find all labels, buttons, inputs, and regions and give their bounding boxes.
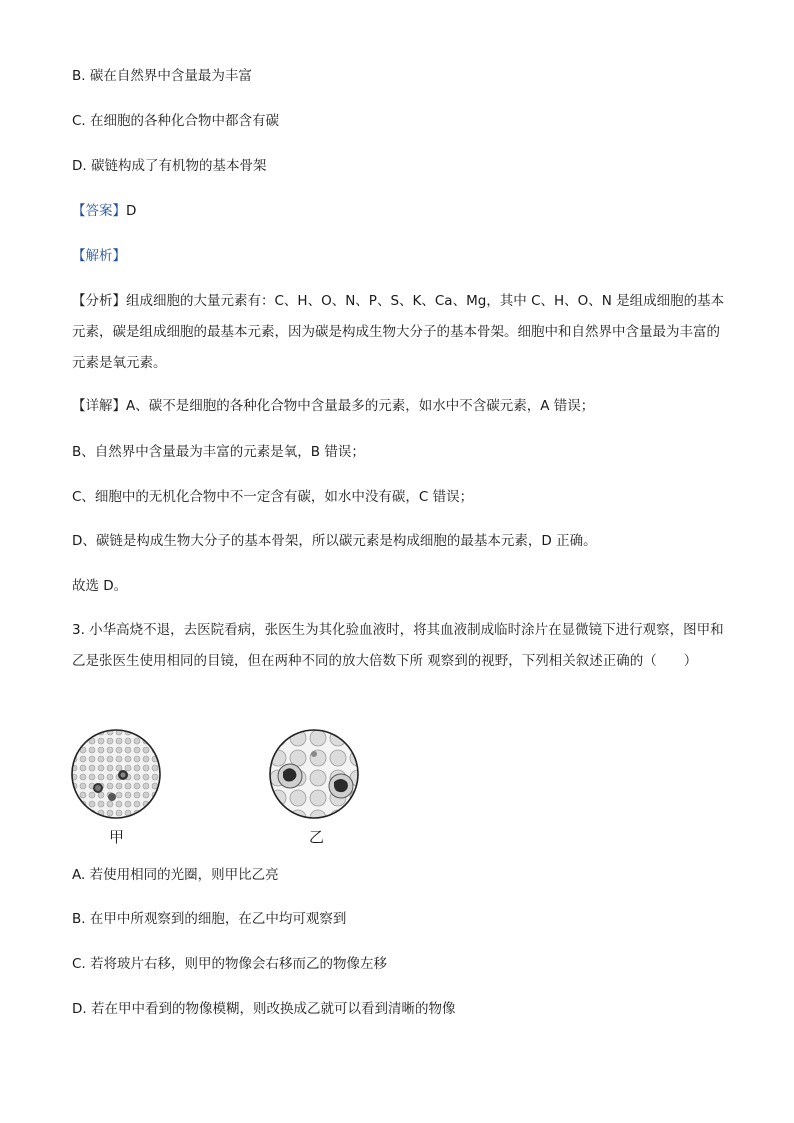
microscope-field-jia [70,728,162,820]
xiangjie-tag: 【详解】 [72,398,126,414]
figure-yi-label: 乙 [309,828,325,846]
xiangjie-d: D、碳链是构成生物大分子的基本骨架，所以碳元素是构成细胞的最基本元素，D 正确。 [72,533,597,549]
option-b-q2: B. 碳在自然界中含量最为丰富 [72,68,252,84]
answer-line [72,201,136,221]
option-b-q3: B. 在甲中所观察到的细胞，在乙中均可观察到 [72,911,347,927]
analysis-tag: 【解析】 [72,248,126,264]
answer-value: D [126,203,137,219]
microscope-field-yi [268,728,360,820]
option-c-q2: C. 在细胞的各种化合物中都含有碳 [72,113,280,129]
microscope-field-yi-drawing [268,728,360,820]
answer-tag: 【答案】 [72,203,126,219]
option-d-q2: D. 碳链构成了有机物的基本骨架 [72,158,267,174]
option-c-q3: C. 若将玻片右移，则甲的物像会右移而乙的物像左移 [72,956,388,972]
xiangjie-line-a [72,396,594,416]
fenxi-tag: 【分析】 [72,293,126,309]
xiangjie-c: C、细胞中的无机化合物中不一定含有碳，如水中没有碳，C 错误； [72,489,474,505]
fenxi-paragraph [72,286,732,379]
xiangjie-b: B、自然界中含量最为丰富的元素是氧，B 错误； [72,444,365,460]
conclusion: 故选 D。 [72,578,128,594]
microscope-field-jia-drawing [70,728,162,820]
xiangjie-a: A、碳不是细胞的各种化合物中含量最多的元素，如水中不含碳元素，A 错误； [126,398,595,414]
question-3-stem: 3. 小华高烧不退，去医院看病，张医生为其化验血液时，将其血液制成临时涂片在显微镜下进行观察，图甲和乙是张医生使用相同的目镜，但在两种不同的放大倍数下所 观察到的视野，下列相关叙述正确的（ ） [72,622,724,669]
fenxi-text: 组成细胞的大量元素有：C、H、O、N、P、S、K、Ca、Mg，其中 C、H、O、N 是组成细胞的基本元素，碳是组成细胞的最基本元素，因为碳是构成生物大分子的基本骨架。细胞中和自然界中含量最为丰富的元素是氧元素。 [72,293,725,371]
option-a-q3: A. 若使用相同的光圈，则甲比乙亮 [72,867,279,883]
option-d-q3: D. 若在甲中看到的物像模糊，则改换成乙就可以看到清晰的物像 [72,1001,456,1017]
figure-jia-label: 甲 [109,828,125,846]
